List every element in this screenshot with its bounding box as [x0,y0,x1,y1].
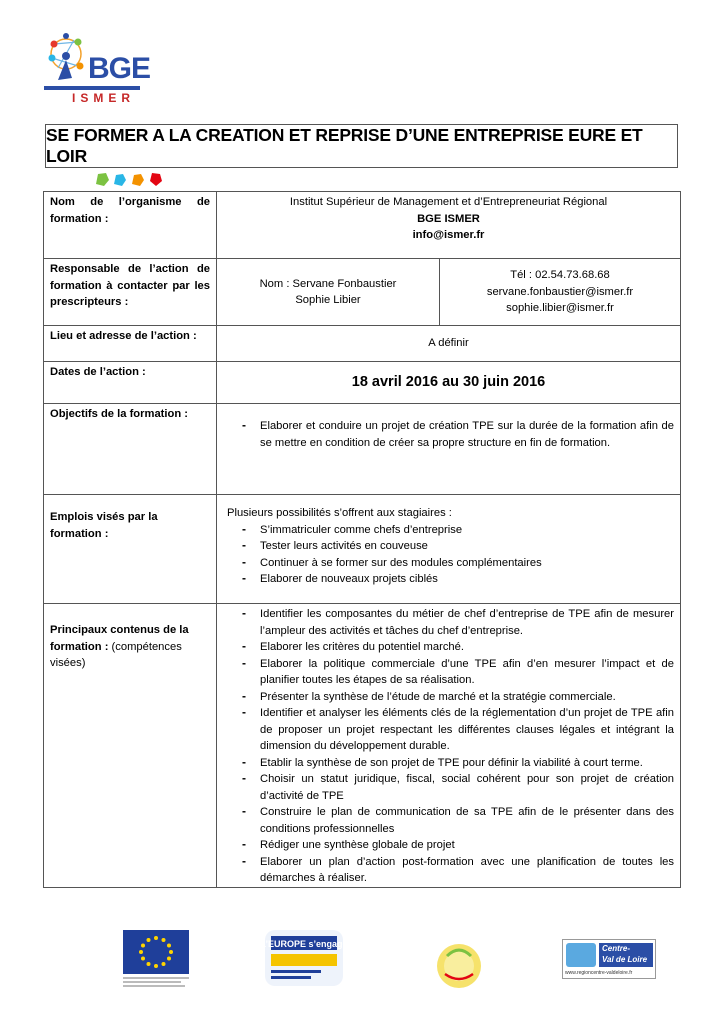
objectifs-list [223,418,674,451]
emplois-list [223,522,674,588]
list-item: - Identifier et analyser les éléments clés de la réglementation d’un projet de TPE afin de proposer un projet respectant les différentes clauses légales et intégrant la dimension du développement durable. [223,705,674,755]
organisme-email: info@ismer.fr [412,229,485,241]
list-item: - Elaborer un plan d’action post-formation avec une planification de toutes les démarches à réaliser. [223,854,674,887]
list-item: - Elaborer la politique commerciale d’une TPE afin d’en mesurer l’impact et de planifier toutes les étapes de sa réalisation. [223,656,674,689]
value-dates [217,362,681,404]
emplois-intro: Plusieurs possibilités s’offrent aux stagiaires : [227,507,452,519]
europe-sengage-icon [260,930,348,986]
list-item: - Identifier les composantes du métier de chef d’entreprise de TPE afin de mesurer l’ampleur des activités et tâches du chef d’entreprise. [223,606,674,639]
network-figure-icon [44,30,92,86]
logo-ismer-text: ISMER [72,91,136,105]
region-name-line1: Centre- [602,944,631,953]
responsable-name-2: Sophie Libier [295,294,361,306]
emploi-jeunes-logo [433,940,487,990]
list-item: - Elaborer de nouveaux projets ciblés [223,571,674,588]
responsable-name-1: Nom : Servane Fonbaustier [259,277,397,290]
label-organisme: Nom de l’organisme de formation : [44,192,217,259]
list-item: - Construire le plan de communication de sa TPE afin de le présenter dans des conditions professionnelles [223,804,674,837]
region-centre-logo [562,939,656,979]
title-box [45,124,678,168]
list-item: - Elaborer et conduire un projet de création TPE sur la durée de la formation afin de se mettre en condition de créer sa propre structure en fin de formation. [223,418,674,451]
region-emblem-icon [566,943,596,967]
label-lieu: Lieu et adresse de l’action : [44,326,217,362]
list-item: - Choisir un statut juridique, fiscal, social cohérent pour son projet de création d’activité de TPE [223,771,674,804]
dates-value: 18 avril 2016 au 30 juin 2016 [351,373,546,390]
row-contenus [44,604,681,888]
organisme-short: BGE ISMER [417,212,480,225]
europe-logo-text: L’EUROPE s’engage [260,939,348,949]
responsable-email-1[interactable]: servane.fonbaustier@ismer.fr [486,285,634,298]
row-objectifs [44,404,681,495]
contenus-label: Principaux contenus de la formation : [50,624,189,653]
responsable-tel: Tél : 02.54.73.68.68 [510,269,610,282]
logo-bge-text: BGE [88,52,151,85]
list-item: - Elaborer les critères du potentiel marché. [223,639,674,656]
logo-divider [44,86,140,90]
organisme-name: Institut Supérieur de Management et d’Entrepreneuriat Régional [289,196,608,208]
value-objectifs [217,404,681,495]
europe-sengage-logo [260,930,348,986]
list-item: - Tester leurs activités en couveuse [223,538,674,555]
row-lieu [44,326,681,362]
value-lieu: A définir [217,326,681,362]
bge-ismer-logo [44,30,151,106]
row-responsable [44,259,681,326]
decorative-dots-icon [94,172,168,188]
value-responsable-contacts [440,259,681,326]
value-responsable-names [217,259,440,326]
value-contenus [217,604,681,888]
contenus-list [223,606,674,887]
list-item: - Présenter la synthèse de l’étude de marché et la stratégie commerciale. [223,689,674,706]
region-name-box [599,943,653,967]
row-emplois [44,495,681,604]
label-emplois: Emplois visés par la formation : [44,495,217,604]
responsable-email-2[interactable]: sophie.libier@ismer.fr [506,302,614,315]
list-item: - S’immatriculer comme chefs d’entreprise [223,522,674,539]
row-dates [44,362,681,404]
region-url: www.regioncentre-valdeloire.fr [565,970,633,976]
list-item: - Continuer à se former sur des modules complémentaires [223,555,674,572]
value-emplois [217,495,681,604]
page-title: SE FORMER A LA CREATION ET REPRISE D’UNE ENTREPRISE EURE ET LOIR [46,125,643,166]
region-name-line2: Val de Loire [602,955,648,964]
list-item: - Rédiger une synthèse globale de projet [223,837,674,854]
label-dates: Dates de l’action : [44,362,217,404]
label-responsable: Responsable de l’action de formation à contacter par les prescripteurs : [44,259,217,326]
label-objectifs: Objectifs de la formation : [44,404,217,495]
formation-info-table [43,191,681,888]
value-organisme [217,192,681,259]
list-item: - Etablir la synthèse de son projet de TPE pour définir la viabilité à court terme. [223,755,674,772]
contenus-label-extra: (compétences visées) [50,640,182,669]
row-organisme [44,192,681,259]
eu-flag-logo [123,930,195,990]
label-contenus [44,604,217,888]
